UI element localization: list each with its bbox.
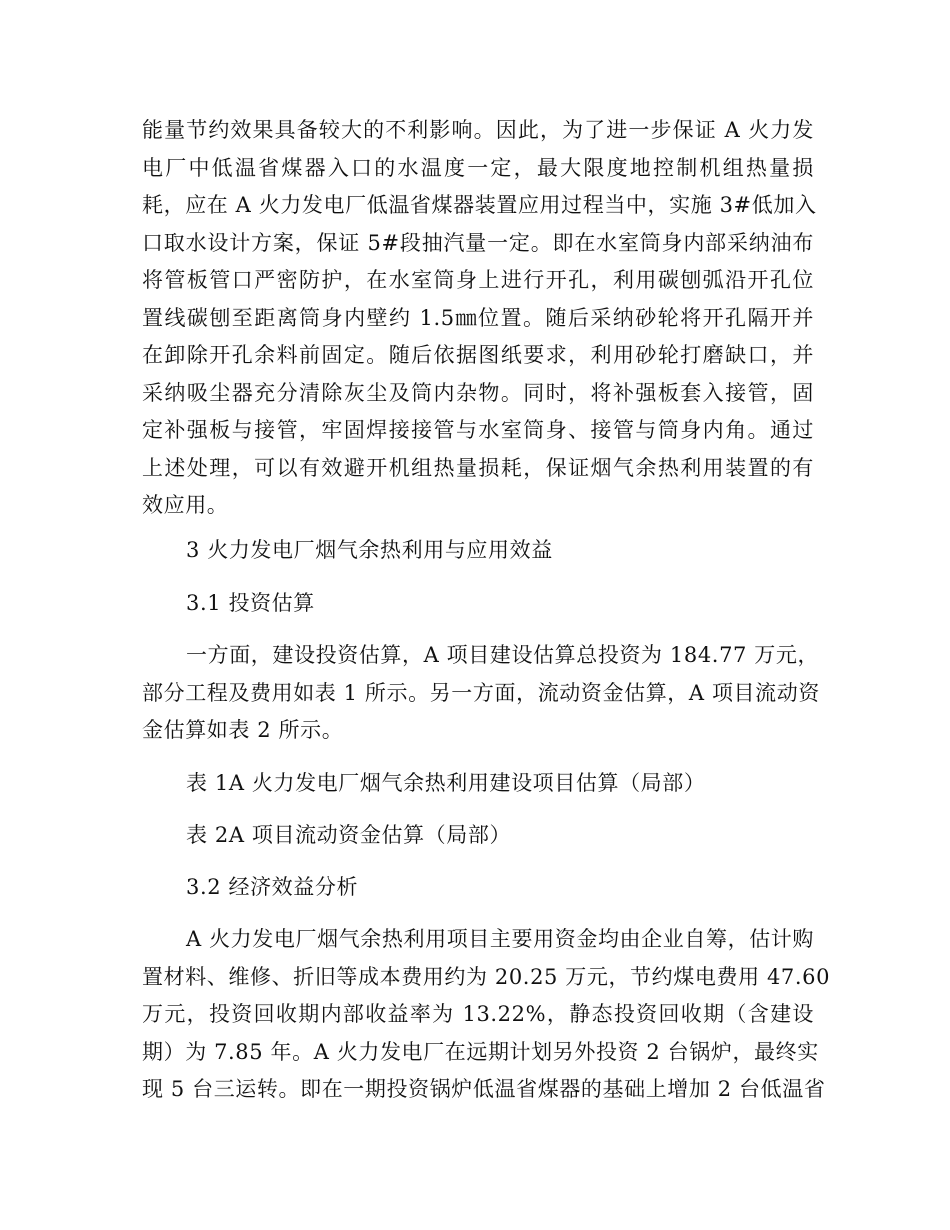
text-line: 耗，应在 A 火力发电厂低温省煤器装置应用过程当中，实施 3#低加入 bbox=[142, 193, 817, 217]
text-line: 在卸除开孔余料前固定。随后依据图纸要求，利用砂轮打磨缺口，并 bbox=[142, 343, 814, 367]
text-line: 采纳吸尘器充分清除灰尘及筒内杂物。同时，将补强板套入接管，固 bbox=[142, 380, 814, 405]
section-heading: 3 火力发电厂烟气余热利用与应用效益 bbox=[186, 538, 553, 562]
text-line: 金估算如表 2 所示。 bbox=[142, 718, 344, 742]
text-line: 能量节约效果具备较大的不利影响。因此，为了进一步保证 A 火力发 bbox=[142, 118, 814, 142]
text-line: 口取水设计方案，保证 5#段抽汽量一定。即在水室筒身内部采纳油布 bbox=[142, 230, 814, 255]
paragraph-water-chamber bbox=[142, 112, 817, 525]
text-line: 一方面，建设投资估算，A 项目建设估算总投资为 184.77 万元， bbox=[186, 643, 820, 667]
text-line: 电厂中低温省煤器入口的水温度一定，最大限度地控制机组热量损 bbox=[142, 155, 814, 180]
text-line: 将管板管口严密防护，在水室筒身上进行开孔，利用碳刨弧沿开孔位 bbox=[142, 268, 814, 292]
text-line: 现 5 台三运转。即在一期投资锅炉低温省煤器的基础上增加 2 台低温省 bbox=[142, 1077, 826, 1101]
text-line: 置材料、维修、折旧等成本费用约为 20.25 万元，节约煤电费用 47.60 bbox=[142, 964, 831, 989]
paragraph-economic-benefit bbox=[142, 921, 831, 1109]
subsection-heading: 3.1 投资估算 bbox=[186, 591, 315, 615]
text-line: 部分工程及费用如表 1 所示。另一方面，流动资金估算，A 项目流动资 bbox=[142, 680, 820, 705]
text-line: 定补强板与接管，牢固焊接接管与水室筒身、接管与筒身内角。通过 bbox=[142, 418, 814, 442]
text-line: 效应用。 bbox=[142, 493, 229, 517]
text-line: 置线碳刨至距离筒身内壁约 1.5㎜位置。随后采纳砂轮将开孔隔开并 bbox=[142, 305, 814, 330]
text-line: 万元，投资回收期内部收益率为 13.22%，静态投资回收期（含建设 bbox=[142, 1002, 814, 1026]
text-line: 期）为 7.85 年。A 火力发电厂在远期计划另外投资 2 台锅炉，最终实 bbox=[142, 1039, 819, 1064]
text-line: 上述处理，可以有效避开机组热量损耗，保证烟气余热利用装置的有 bbox=[142, 455, 814, 480]
table-caption: 表 1A 火力发电厂烟气余热利用建设项目估算（局部） bbox=[186, 771, 706, 795]
subsection-heading: 3.2 经济效益分析 bbox=[186, 875, 359, 899]
table-caption: 表 2A 项目流动资金估算（局部） bbox=[186, 823, 512, 847]
paragraph-investment bbox=[142, 637, 820, 750]
text-line: A 火力发电厂烟气余热利用项目主要用资金均由企业自筹，估计购 bbox=[186, 927, 814, 951]
